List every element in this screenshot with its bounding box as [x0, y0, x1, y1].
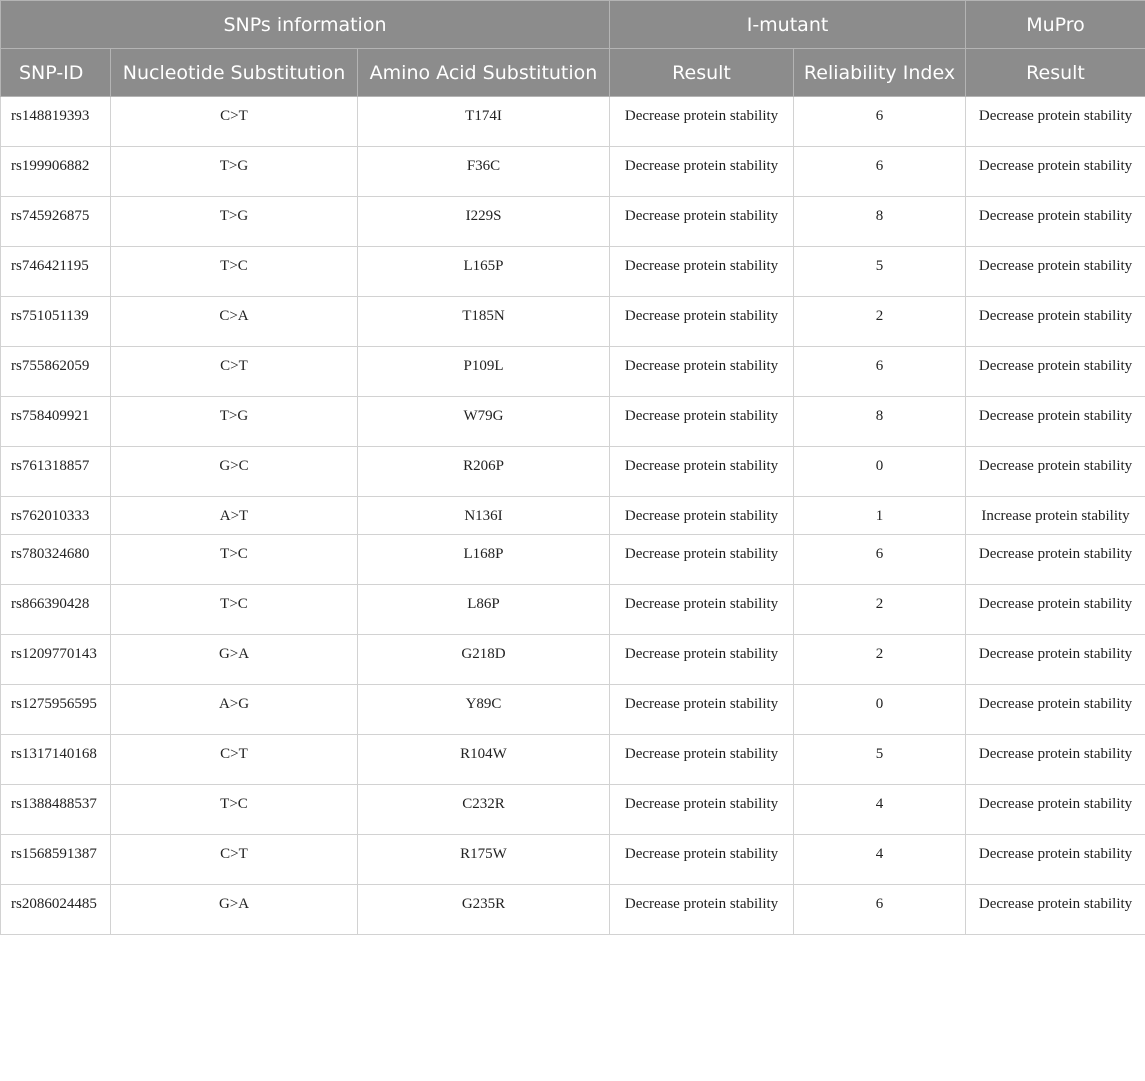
table-row	[1, 785, 1145, 835]
column-header-reliability-index: Reliability Index	[794, 49, 966, 97]
cell-reliability: 6	[794, 535, 966, 585]
cell-snp-id: rs762010333	[1, 497, 111, 535]
cell-snp-id: rs1317140168	[1, 735, 111, 785]
cell-nucleotide: T>G	[111, 197, 358, 247]
table-row	[1, 835, 1145, 885]
cell-imutant-result: Decrease protein stability	[610, 497, 794, 535]
cell-amino-acid: T174I	[358, 97, 610, 147]
cell-nucleotide: C>T	[111, 835, 358, 885]
cell-mupro-result: Decrease protein stability	[966, 297, 1145, 347]
cell-mupro-result: Decrease protein stability	[966, 97, 1145, 147]
group-header-i-mutant: I-mutant	[610, 1, 966, 49]
cell-reliability: 2	[794, 635, 966, 685]
cell-imutant-result: Decrease protein stability	[610, 247, 794, 297]
cell-nucleotide: T>G	[111, 397, 358, 447]
cell-snp-id: rs1568591387	[1, 835, 111, 885]
table-row	[1, 535, 1145, 585]
cell-mupro-result: Decrease protein stability	[966, 635, 1145, 685]
group-header-mupro: MuPro	[966, 1, 1145, 49]
cell-amino-acid: W79G	[358, 397, 610, 447]
cell-imutant-result: Decrease protein stability	[610, 347, 794, 397]
cell-snp-id: rs755862059	[1, 347, 111, 397]
cell-imutant-result: Decrease protein stability	[610, 447, 794, 497]
cell-reliability: 2	[794, 585, 966, 635]
cell-mupro-result: Decrease protein stability	[966, 247, 1145, 297]
cell-mupro-result: Decrease protein stability	[966, 735, 1145, 785]
cell-snp-id: rs758409921	[1, 397, 111, 447]
cell-snp-id: rs199906882	[1, 147, 111, 197]
cell-mupro-result: Decrease protein stability	[966, 147, 1145, 197]
cell-snp-id: rs1209770143	[1, 635, 111, 685]
table-row	[1, 585, 1145, 635]
cell-imutant-result: Decrease protein stability	[610, 885, 794, 935]
cell-nucleotide: A>G	[111, 685, 358, 735]
table-row	[1, 197, 1145, 247]
cell-mupro-result: Decrease protein stability	[966, 197, 1145, 247]
cell-reliability: 4	[794, 785, 966, 835]
table-row	[1, 447, 1145, 497]
column-header-nucleotide-substitution: Nucleotide Substitution	[111, 49, 358, 97]
cell-amino-acid: G218D	[358, 635, 610, 685]
cell-mupro-result: Decrease protein stability	[966, 347, 1145, 397]
cell-amino-acid: C232R	[358, 785, 610, 835]
cell-snp-id: rs1275956595	[1, 685, 111, 735]
cell-imutant-result: Decrease protein stability	[610, 685, 794, 735]
table-row	[1, 397, 1145, 447]
column-header-mupro-result: Result	[966, 49, 1145, 97]
cell-mupro-result: Decrease protein stability	[966, 885, 1145, 935]
table-row	[1, 297, 1145, 347]
cell-reliability: 0	[794, 685, 966, 735]
cell-amino-acid: T185N	[358, 297, 610, 347]
cell-reliability: 6	[794, 147, 966, 197]
table-row	[1, 247, 1145, 297]
cell-mupro-result: Increase protein stability	[966, 497, 1145, 535]
column-header-amino-acid-substitution: Amino Acid Substitution	[358, 49, 610, 97]
cell-amino-acid: L165P	[358, 247, 610, 297]
table-row	[1, 685, 1145, 735]
cell-amino-acid: Y89C	[358, 685, 610, 735]
cell-nucleotide: G>A	[111, 635, 358, 685]
cell-amino-acid: N136I	[358, 497, 610, 535]
cell-snp-id: rs745926875	[1, 197, 111, 247]
cell-imutant-result: Decrease protein stability	[610, 785, 794, 835]
cell-reliability: 2	[794, 297, 966, 347]
cell-amino-acid: R206P	[358, 447, 610, 497]
table-row	[1, 147, 1145, 197]
cell-nucleotide: T>C	[111, 535, 358, 585]
cell-imutant-result: Decrease protein stability	[610, 635, 794, 685]
table-row	[1, 497, 1145, 535]
table-row	[1, 735, 1145, 785]
cell-snp-id: rs746421195	[1, 247, 111, 297]
cell-nucleotide: C>T	[111, 97, 358, 147]
cell-reliability: 6	[794, 885, 966, 935]
group-header-row	[1, 1, 1145, 49]
column-header-row	[1, 49, 1145, 97]
cell-amino-acid: L86P	[358, 585, 610, 635]
cell-imutant-result: Decrease protein stability	[610, 297, 794, 347]
cell-imutant-result: Decrease protein stability	[610, 197, 794, 247]
cell-amino-acid: I229S	[358, 197, 610, 247]
column-header-snp-id: SNP-ID	[1, 49, 111, 97]
cell-imutant-result: Decrease protein stability	[610, 397, 794, 447]
cell-snp-id: rs2086024485	[1, 885, 111, 935]
cell-mupro-result: Decrease protein stability	[966, 685, 1145, 735]
cell-imutant-result: Decrease protein stability	[610, 97, 794, 147]
cell-imutant-result: Decrease protein stability	[610, 585, 794, 635]
cell-mupro-result: Decrease protein stability	[966, 835, 1145, 885]
cell-snp-id: rs751051139	[1, 297, 111, 347]
cell-nucleotide: T>G	[111, 147, 358, 197]
cell-nucleotide: C>A	[111, 297, 358, 347]
cell-mupro-result: Decrease protein stability	[966, 535, 1145, 585]
cell-reliability: 5	[794, 247, 966, 297]
cell-nucleotide: G>C	[111, 447, 358, 497]
cell-amino-acid: F36C	[358, 147, 610, 197]
cell-reliability: 5	[794, 735, 966, 785]
cell-nucleotide: G>A	[111, 885, 358, 935]
cell-nucleotide: C>T	[111, 347, 358, 397]
table-body	[1, 97, 1145, 935]
cell-nucleotide: T>C	[111, 785, 358, 835]
cell-reliability: 8	[794, 397, 966, 447]
cell-nucleotide: T>C	[111, 585, 358, 635]
cell-reliability: 0	[794, 447, 966, 497]
cell-snp-id: rs866390428	[1, 585, 111, 635]
cell-reliability: 4	[794, 835, 966, 885]
cell-imutant-result: Decrease protein stability	[610, 835, 794, 885]
cell-snp-id: rs1388488537	[1, 785, 111, 835]
cell-reliability: 6	[794, 97, 966, 147]
cell-imutant-result: Decrease protein stability	[610, 147, 794, 197]
cell-amino-acid: L168P	[358, 535, 610, 585]
cell-mupro-result: Decrease protein stability	[966, 447, 1145, 497]
cell-nucleotide: A>T	[111, 497, 358, 535]
table-row	[1, 347, 1145, 397]
table-header	[1, 1, 1145, 97]
cell-mupro-result: Decrease protein stability	[966, 397, 1145, 447]
cell-amino-acid: R104W	[358, 735, 610, 785]
cell-reliability: 1	[794, 497, 966, 535]
cell-snp-id: rs761318857	[1, 447, 111, 497]
cell-imutant-result: Decrease protein stability	[610, 535, 794, 585]
column-header-imutant-result: Result	[610, 49, 794, 97]
table-row	[1, 885, 1145, 935]
cell-nucleotide: C>T	[111, 735, 358, 785]
table-row	[1, 635, 1145, 685]
cell-amino-acid: R175W	[358, 835, 610, 885]
cell-amino-acid: G235R	[358, 885, 610, 935]
cell-amino-acid: P109L	[358, 347, 610, 397]
cell-mupro-result: Decrease protein stability	[966, 585, 1145, 635]
cell-reliability: 8	[794, 197, 966, 247]
table-row	[1, 97, 1145, 147]
cell-imutant-result: Decrease protein stability	[610, 735, 794, 785]
cell-snp-id: rs780324680	[1, 535, 111, 585]
cell-mupro-result: Decrease protein stability	[966, 785, 1145, 835]
cell-reliability: 6	[794, 347, 966, 397]
cell-snp-id: rs148819393	[1, 97, 111, 147]
group-header-snps-information: SNPs information	[1, 1, 610, 49]
cell-nucleotide: T>C	[111, 247, 358, 297]
